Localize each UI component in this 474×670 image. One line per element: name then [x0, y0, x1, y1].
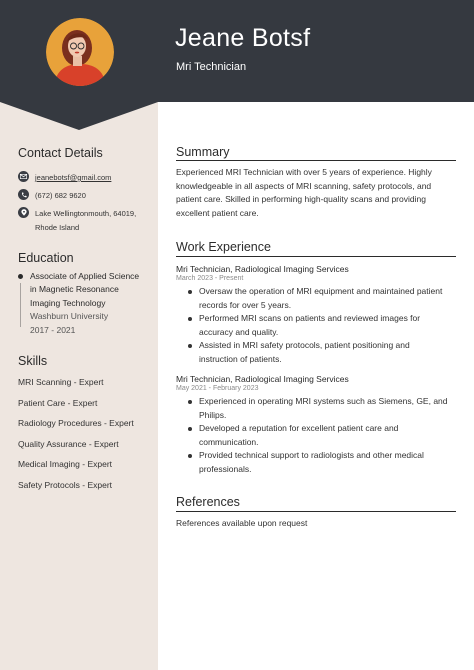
- job-bullet: Performed MRI scans on patients and reviewed images for accuracy and quality.: [186, 312, 448, 339]
- skill-item: Radiology Procedures - Expert: [18, 418, 134, 428]
- education-years: 2017 - 2021: [30, 324, 76, 335]
- timeline-dot: [18, 274, 23, 279]
- education-entry: [18, 270, 153, 337]
- degree-line-3: Imaging Technology: [30, 297, 106, 308]
- mail-icon: [18, 171, 29, 182]
- job-bullet: Provided technical support to radiologists and other medical professionals.: [186, 449, 448, 476]
- contact-address-row: [18, 207, 136, 234]
- experience-heading: Work Experience: [176, 240, 271, 254]
- skill-item: MRI Scanning - Expert: [18, 377, 104, 387]
- section-divider: [176, 160, 456, 161]
- degree-line-1: Associate of Applied Science: [30, 271, 140, 281]
- summary-heading: Summary: [176, 145, 230, 159]
- job-title: Mri Technician, Radiological Imaging Services: [176, 264, 349, 274]
- job-bullets: [186, 285, 448, 367]
- references-text: References available upon request: [176, 518, 308, 528]
- avatar: [46, 18, 114, 86]
- location-pin-icon: [18, 207, 29, 218]
- references-heading: References: [176, 495, 240, 509]
- job-bullet: Developed a reputation for excellent patient care and communication.: [186, 422, 448, 449]
- degree-line-2: in Magnetic Resonance: [30, 284, 119, 295]
- email-link[interactable]: jeanebotsf@gmail.com: [35, 173, 112, 182]
- candidate-name: Jeane Botsf: [175, 24, 311, 52]
- job-bullets: [186, 395, 448, 477]
- phone-icon: [18, 189, 29, 200]
- job-dates: May 2021 - February 2023: [176, 385, 259, 392]
- skill-item: Patient Care - Expert: [18, 398, 98, 408]
- phone-number: (672) 682 9620: [35, 191, 86, 200]
- education-heading: Education: [18, 251, 74, 265]
- section-divider: [176, 511, 456, 512]
- address: [35, 207, 136, 234]
- contact-heading: Contact Details: [18, 146, 103, 160]
- job-bullet: Experienced in operating MRI systems such as Siemens, GE, and Philips.: [186, 395, 448, 422]
- skill-item: Quality Assurance - Expert: [18, 439, 119, 449]
- section-divider: [176, 256, 456, 257]
- header-chevron: [0, 101, 158, 131]
- skills-heading: Skills: [18, 354, 48, 368]
- summary-text: Experienced MRI Technician with over 5 years of experience. Highly knowledgeable in all aspects of MRI scanning, safety protocols, and patient care. Skilled in performing high-quality scans and providing excellent patient care.: [176, 167, 432, 218]
- timeline-line: [20, 283, 21, 327]
- skill-item: Safety Protocols - Expert: [18, 480, 113, 490]
- contact-phone-row: [18, 189, 86, 203]
- job-dates: March 2023 - Present: [176, 275, 244, 282]
- address-line-2: Rhode Island: [35, 222, 80, 232]
- job-title: Mri Technician, Radiological Imaging Services: [176, 374, 349, 384]
- job-bullet: Oversaw the operation of MRI equipment and maintained patient records for over 5 years.: [186, 285, 448, 312]
- school-name: Washburn University: [30, 311, 109, 322]
- job-bullet: Assisted in MRI safety protocols, patient positioning and instruction of patients.: [186, 339, 448, 366]
- address-line-1: Lake Wellingtonmouth, 64019,: [35, 209, 137, 218]
- candidate-role: Mri Technician: [176, 61, 247, 73]
- contact-email-row: [18, 171, 111, 185]
- skill-item: Medical Imaging - Expert: [18, 459, 113, 469]
